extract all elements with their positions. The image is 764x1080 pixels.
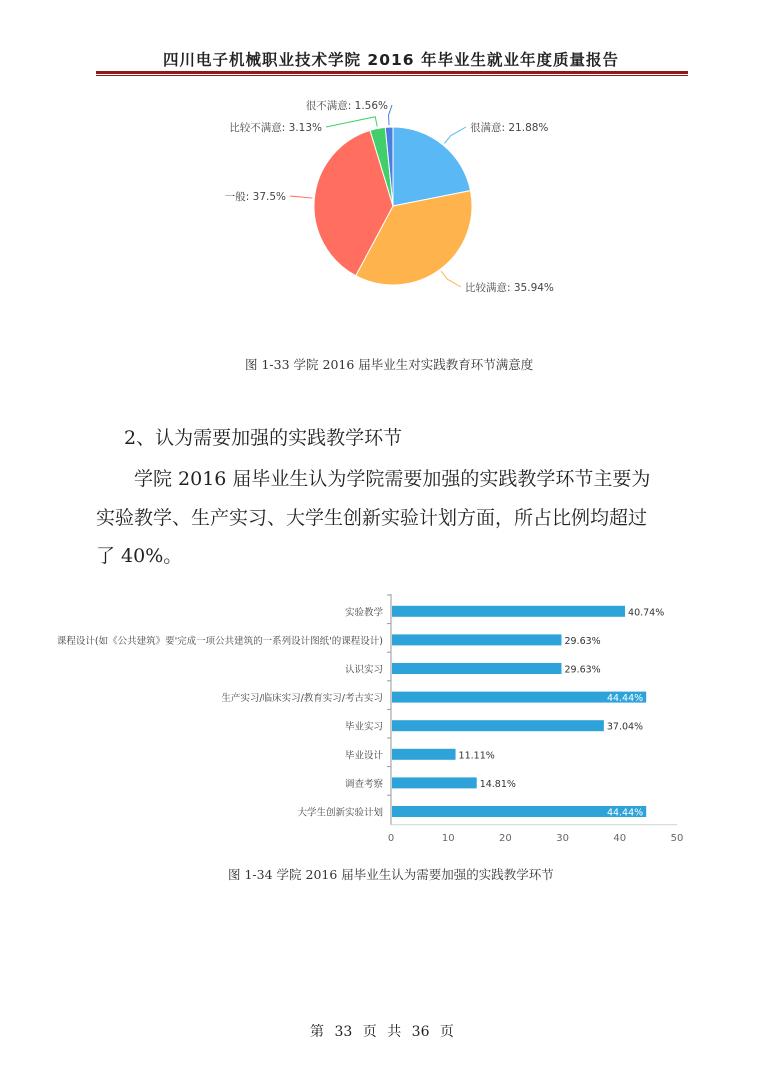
bar-category-label: 大学生创新实验计划 bbox=[297, 807, 383, 819]
pie-label-3: 比较不满意: 3.13% bbox=[229, 122, 322, 134]
bar-x-tick-label: 50 bbox=[670, 832, 684, 844]
page-header-title: 四川电子机械职业技术学院 2016 年毕业生就业年度质量报告 bbox=[163, 51, 619, 69]
bar-category-label: 毕业实习 bbox=[344, 721, 383, 733]
header-rule bbox=[96, 71, 688, 74]
header-rule-thin bbox=[96, 75, 688, 76]
figure-caption-34: 图 1-34 学院 2016 届毕业生认为需要加强的实践教学环节 bbox=[228, 867, 554, 882]
pie-label-2: 一般: 37.5% bbox=[224, 191, 286, 203]
bar-category-label: 实验教学 bbox=[344, 607, 383, 619]
paragraph-line-3: 了 40%。 bbox=[96, 545, 183, 567]
bar-value-label: 40.74% bbox=[628, 607, 665, 619]
bar-value-label: 11.11% bbox=[458, 750, 495, 762]
bar-5 bbox=[392, 749, 456, 760]
bar-4 bbox=[392, 720, 604, 731]
pie-leader-line-0 bbox=[444, 127, 466, 143]
bar-x-tick-label: 40 bbox=[613, 832, 627, 844]
bar-value-label: 29.63% bbox=[564, 664, 601, 676]
pie-label-1: 比较满意: 35.94% bbox=[465, 282, 554, 294]
bar-value-label: 44.44% bbox=[606, 807, 644, 819]
pie-label-4: 很不满意: 1.56% bbox=[305, 100, 388, 112]
page-number: 第 33 页 共 36 页 bbox=[310, 1024, 454, 1040]
bar-x-tick-label: 30 bbox=[556, 832, 569, 844]
bar-value-label: 14.81% bbox=[479, 778, 516, 790]
figure-caption-33: 图 1-33 学院 2016 届毕业生对实践教育环节满意度 bbox=[245, 357, 534, 372]
pie-leader-line-2 bbox=[290, 196, 312, 198]
bar-value-label: 29.63% bbox=[564, 635, 601, 647]
pie-leader-line-3 bbox=[326, 117, 377, 127]
pie-label-0: 很满意: 21.88% bbox=[470, 122, 549, 134]
section-heading: 2、认为需要加强的实践教学环节 bbox=[124, 427, 403, 449]
bar-category-label: 毕业设计 bbox=[344, 750, 383, 762]
bar-category-label: 课程设计(如《公共建筑》要'完成一项公共建筑的一系列设计图纸'的课程设计) bbox=[56, 635, 383, 647]
bar-category-label: 生产实习/临床实习/教育实习/考古实习 bbox=[221, 693, 383, 705]
bar-6 bbox=[392, 777, 477, 788]
bar-value-label: 37.04% bbox=[606, 721, 644, 733]
paragraph-line-1: 学院 2016 届毕业生认为学院需要加强的实践教学环节主要为 bbox=[134, 468, 651, 490]
pie-leader-line-1 bbox=[441, 271, 461, 287]
bar-2 bbox=[392, 663, 561, 674]
pie-leader-line-4 bbox=[389, 105, 392, 125]
bar-category-label: 认识实习 bbox=[344, 664, 383, 676]
practice-teaching-bar-chart bbox=[0, 588, 764, 848]
bar-value-label: 44.44% bbox=[606, 693, 644, 705]
bar-x-tick-label: 10 bbox=[441, 832, 455, 844]
satisfaction-pie-chart bbox=[0, 95, 764, 325]
bar-category-label: 调查考察 bbox=[344, 778, 383, 790]
bar-x-tick-label: 0 bbox=[387, 832, 395, 844]
bar-1 bbox=[392, 634, 561, 645]
bar-0 bbox=[392, 606, 625, 617]
paragraph-line-2: 实验教学、生产实习、大学生创新实验计划方面，所占比例均超过 bbox=[96, 507, 648, 529]
bar-x-tick-label: 20 bbox=[499, 832, 512, 844]
